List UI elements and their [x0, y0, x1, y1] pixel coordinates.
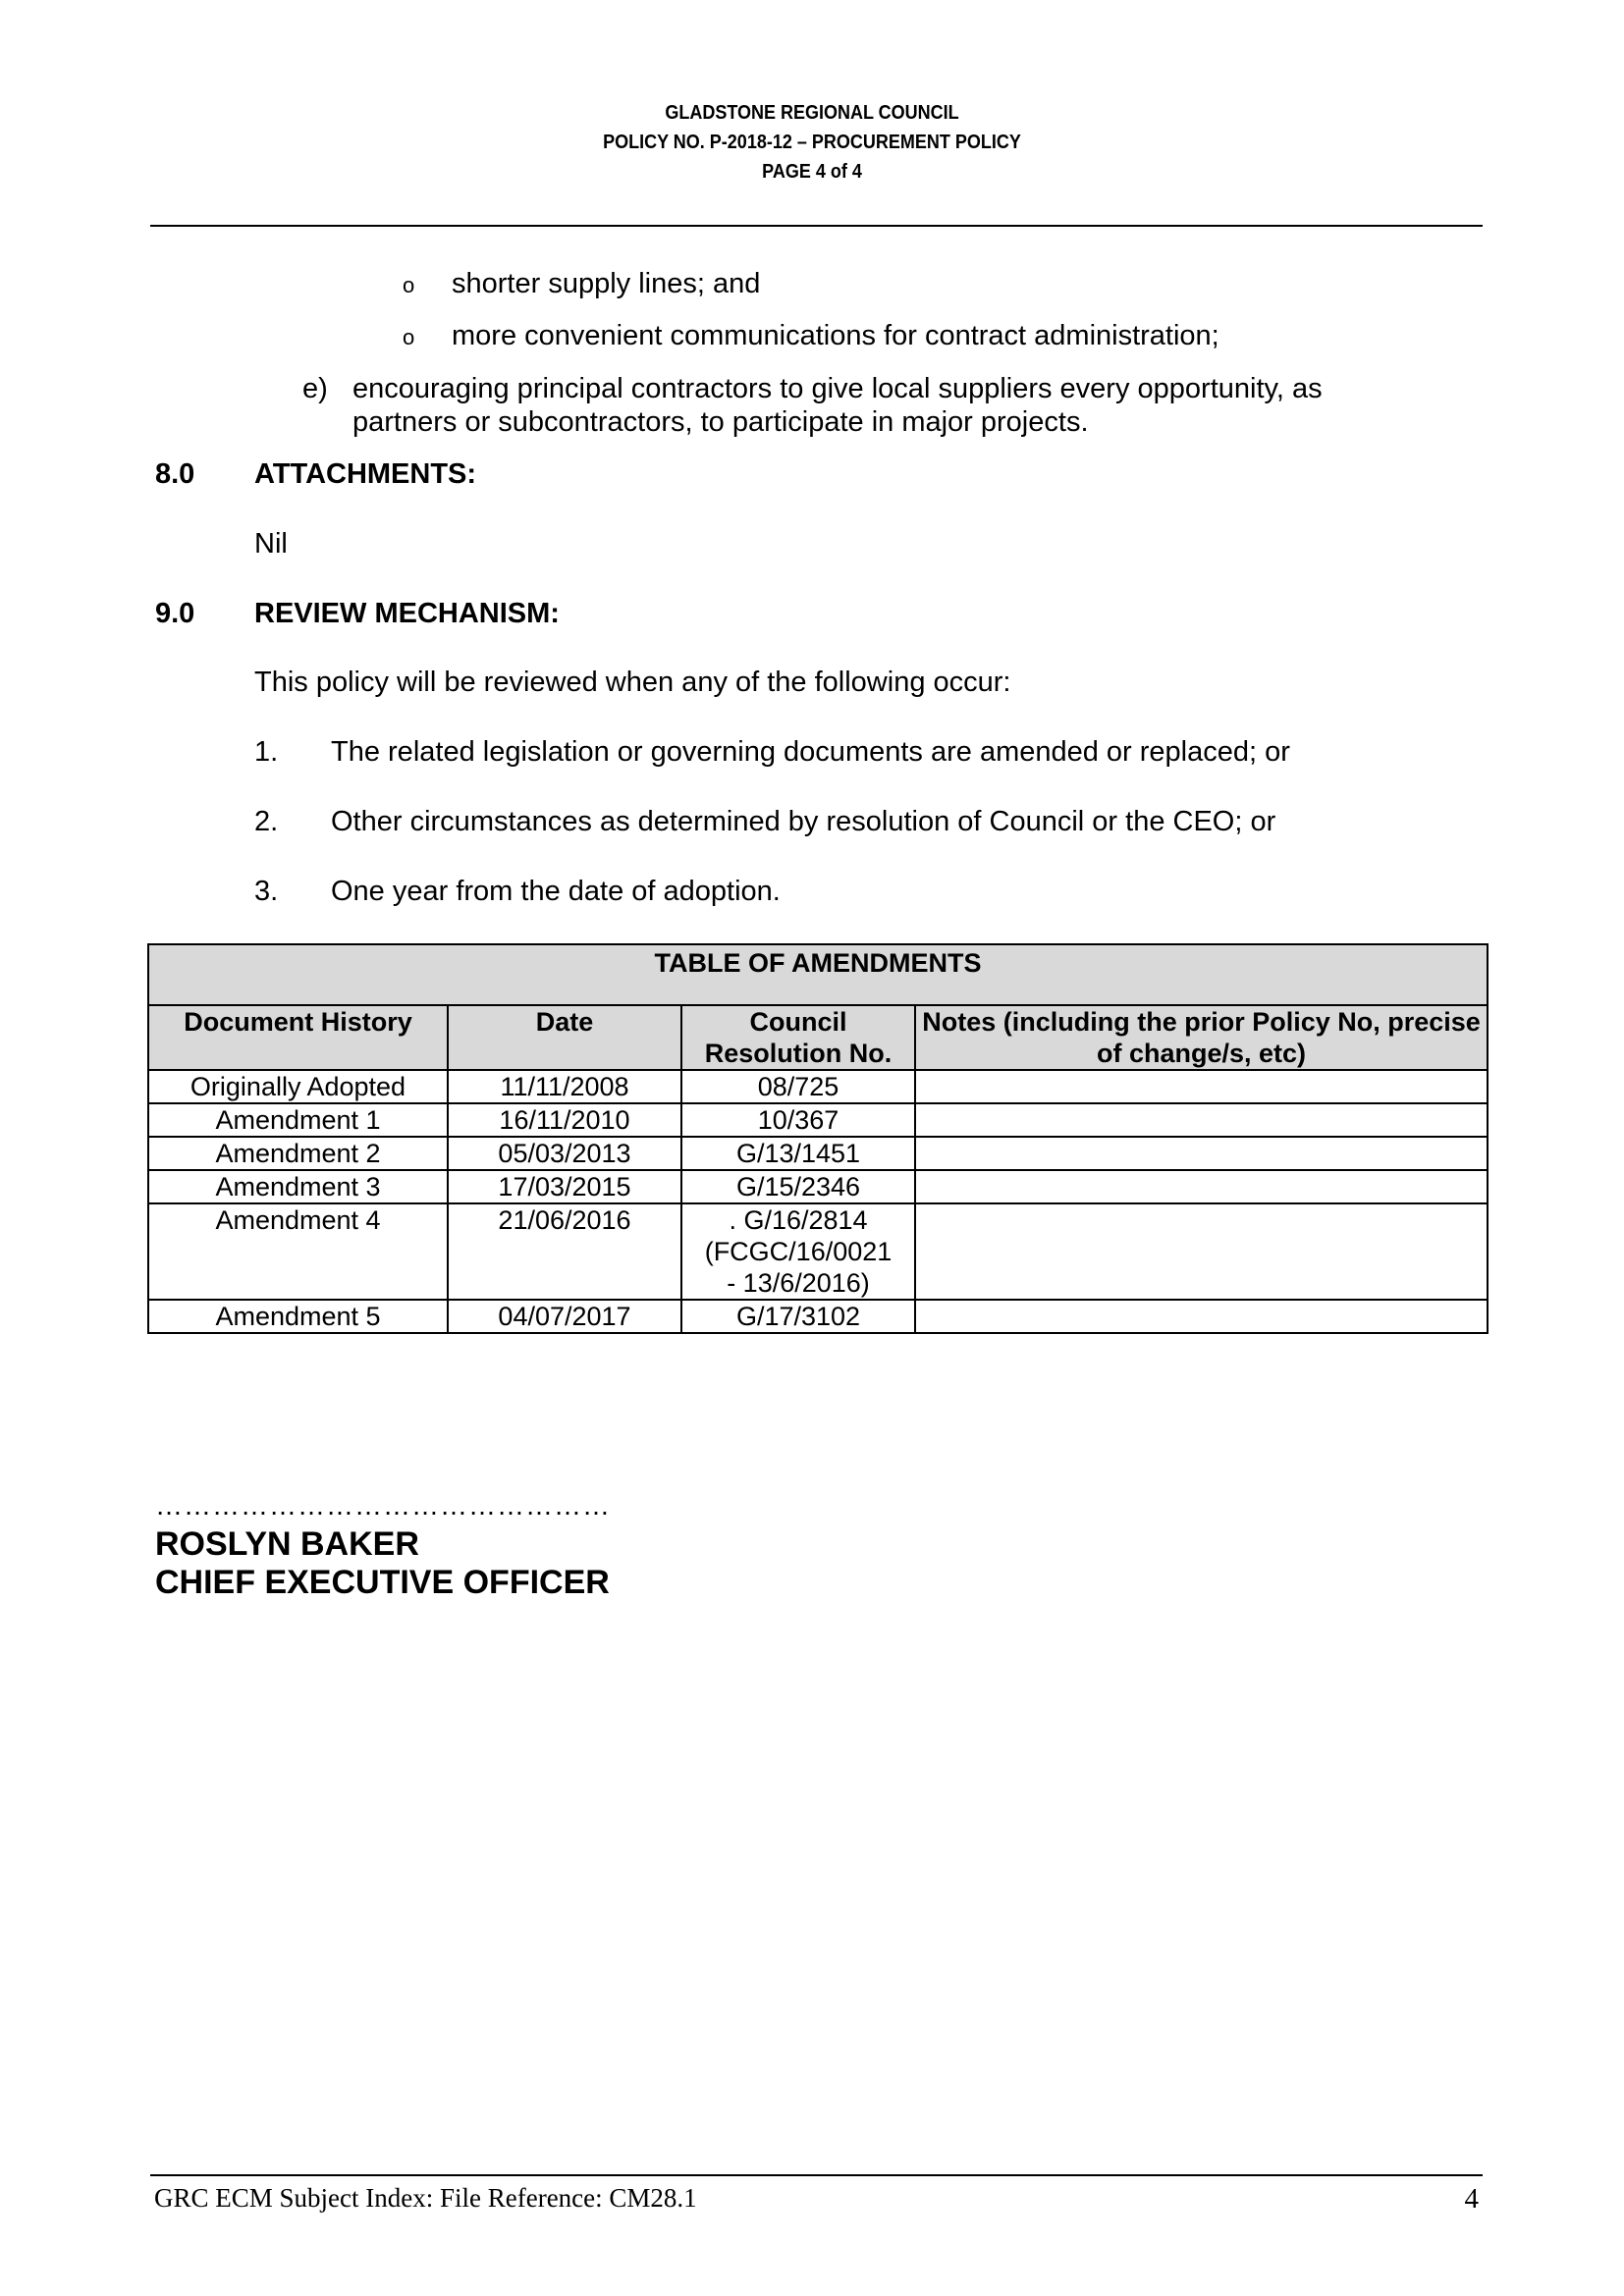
notes-cell [915, 1070, 1488, 1103]
column-header: Council Resolution No. [681, 1005, 915, 1070]
header-rule [150, 225, 1483, 227]
bullet-item: more convenient communications for contract administration; [452, 320, 1219, 351]
table-row [148, 1170, 1488, 1203]
history-cell: Amendment 3 [148, 1170, 448, 1203]
history-cell: Amendment 5 [148, 1300, 448, 1333]
notes-cell [915, 1170, 1488, 1203]
review-item-text: One year from the date of adoption. [331, 876, 781, 907]
table-title: TABLE OF AMENDMENTS [148, 944, 1488, 1005]
item-e-line1: encouraging principal contractors to give local suppliers every opportunity, as [352, 373, 1323, 404]
table-row [148, 1103, 1488, 1137]
item-e-marker: e) [302, 373, 328, 404]
header-policy: POLICY NO. P-2018-12 – PROCUREMENT POLICY [603, 132, 1021, 153]
notes-cell [915, 1103, 1488, 1137]
table-row [148, 1070, 1488, 1103]
date-cell: 04/07/2017 [448, 1300, 681, 1333]
section8-number: 8.0 [155, 458, 195, 490]
resolution-line: (FCGC/16/0021 [704, 1237, 893, 1266]
table-header-row [148, 1005, 1488, 1070]
signatory-role: CHIEF EXECUTIVE OFFICER [155, 1564, 610, 1601]
section8-title: ATTACHMENTS: [254, 458, 477, 490]
history-cell: Originally Adopted [148, 1070, 448, 1103]
history-cell: Amendment 2 [148, 1137, 448, 1170]
history-cell: Amendment 4 [148, 1203, 448, 1300]
date-cell: 17/03/2015 [448, 1170, 681, 1203]
date-cell: 11/11/2008 [448, 1070, 681, 1103]
date-cell: 05/03/2013 [448, 1137, 681, 1170]
resolution-cell: 08/725 [681, 1070, 915, 1103]
resolution-cell [681, 1203, 915, 1300]
notes-cell [915, 1137, 1488, 1170]
column-header: Date [448, 1005, 681, 1070]
resolution-cell: 10/367 [681, 1103, 915, 1137]
amendments-table [147, 943, 1489, 1334]
section9-number: 9.0 [155, 598, 195, 629]
notes-cell [915, 1300, 1488, 1333]
section9-intro: This policy will be reviewed when any of the following occur: [254, 667, 1011, 698]
column-header: Notes (including the prior Policy No, precise of change/s, etc) [915, 1005, 1488, 1070]
review-item-number: 2. [254, 806, 279, 837]
notes-cell [915, 1203, 1488, 1300]
resolution-cell: G/15/2346 [681, 1170, 915, 1203]
bullet-marker: o [403, 273, 415, 297]
header-org: GLADSTONE REGIONAL COUNCIL [665, 102, 959, 124]
bullet-marker: o [403, 325, 415, 349]
table-row [148, 1137, 1488, 1170]
table-row [148, 1300, 1488, 1333]
table-title-row [148, 944, 1488, 1005]
resolution-cell: G/13/1451 [681, 1137, 915, 1170]
signature-line: ………………………………………… [155, 1490, 611, 1521]
section8-content: Nil [254, 528, 288, 560]
page-header [81, 98, 1543, 187]
resolution-cell: G/17/3102 [681, 1300, 915, 1333]
review-item-text: Other circumstances as determined by resolution of Council or the CEO; or [331, 806, 1276, 837]
history-cell: Amendment 1 [148, 1103, 448, 1137]
section9-title: REVIEW MECHANISM: [254, 598, 560, 629]
resolution-line: - 13/6/2016) [727, 1268, 870, 1298]
date-cell: 16/11/2010 [448, 1103, 681, 1137]
review-item-text: The related legislation or governing documents are amended or replaced; or [331, 736, 1290, 768]
footer-rule [150, 2174, 1483, 2176]
footer-reference: GRC ECM Subject Index: File Reference: CM28.1 [154, 2183, 697, 2213]
item-e-line2: partners or subcontractors, to participate in major projects. [352, 406, 1089, 438]
review-item-number: 1. [254, 736, 279, 768]
page-number: 4 [1464, 2183, 1479, 2215]
signatory-name: ROSLYN BAKER [155, 1525, 419, 1563]
date-cell: 21/06/2016 [448, 1203, 681, 1300]
review-item-number: 3. [254, 876, 279, 907]
table-row [148, 1203, 1488, 1300]
header-page: PAGE 4 of 4 [762, 161, 862, 183]
bullet-item: shorter supply lines; and [452, 268, 761, 299]
column-header: Document History [148, 1005, 448, 1070]
resolution-line: . G/16/2814 [729, 1205, 868, 1235]
